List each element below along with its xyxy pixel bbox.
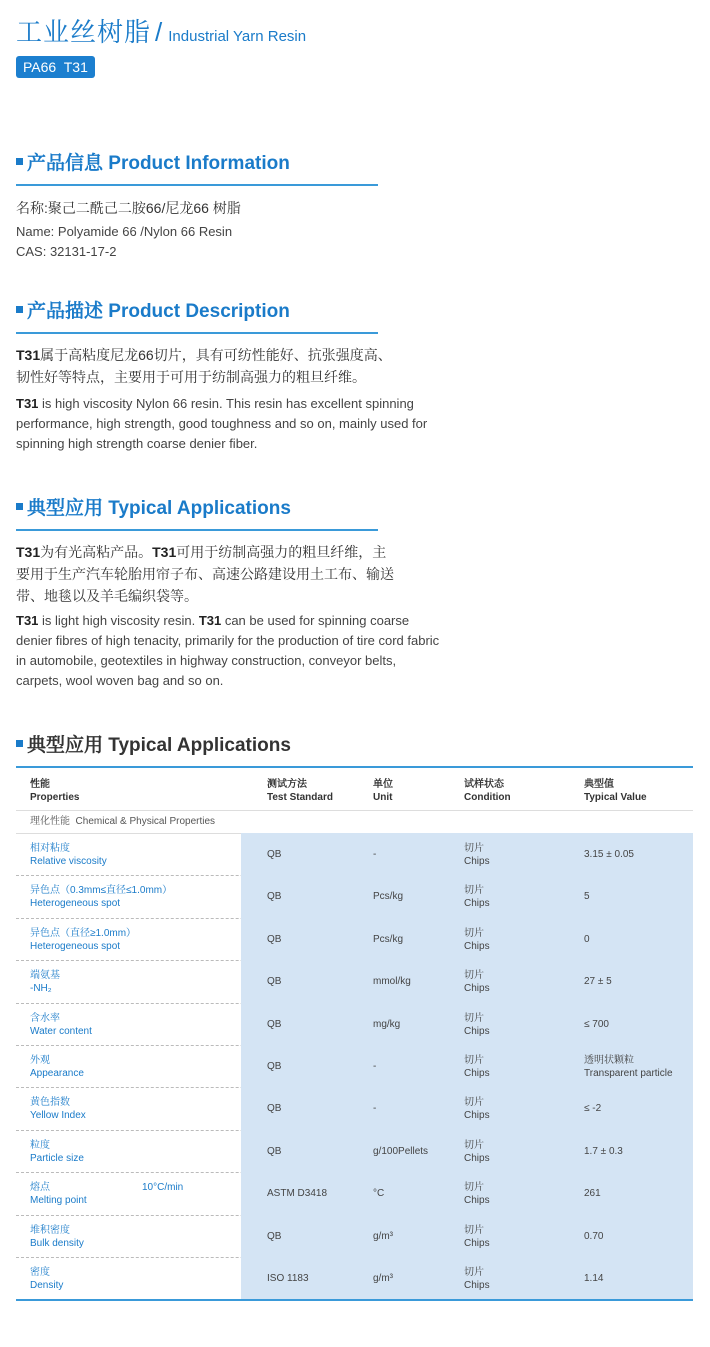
property-cell bbox=[30, 1139, 84, 1165]
applications-en-text: can be used for spinning coarse denier fibres of high tenacity, primarily for the production of tire cord fabric in automobile, geotextiles in highway construction, conveyor belts, carpets, wool woven bag and so on. bbox=[16, 613, 440, 688]
typical-value: 0.70 bbox=[584, 1230, 604, 1242]
column-header-typical-value bbox=[584, 778, 647, 804]
applications-cn-text: 可用于纺制高强力的粗旦纤维，主要用于生产汽车轮胎用帘子布、高速公路建设用土工布、输送带、地毯以及羊毛编织袋等。 bbox=[16, 544, 394, 604]
typical-value: 27 ± 5 bbox=[584, 976, 612, 988]
property-name-cn: 异色点（直径≥1.0mm） bbox=[30, 927, 137, 939]
section-heading-product-description bbox=[16, 296, 290, 323]
typical-value-cell bbox=[584, 1145, 623, 1158]
test-standard-cell: QB bbox=[267, 849, 282, 860]
test-standard-cell: QB bbox=[267, 1060, 282, 1072]
column-header-cn: 性能 bbox=[30, 779, 50, 790]
condition-cn: 切片 bbox=[464, 1139, 484, 1151]
unit-cell: Pcs/kg bbox=[373, 933, 404, 945]
property-name-cn: 相对粘度 bbox=[30, 843, 70, 854]
condition-cell bbox=[464, 969, 490, 995]
typical-value: 5 bbox=[584, 891, 590, 903]
table-row bbox=[16, 1004, 693, 1046]
table-row bbox=[16, 1131, 693, 1173]
property-name-cn: 密度 bbox=[30, 1266, 50, 1278]
column-header-en: Condition bbox=[464, 792, 511, 803]
description-cn bbox=[16, 344, 396, 388]
product-cas: CAS: 32131-17-2 bbox=[16, 244, 117, 259]
unit-cell: °C bbox=[373, 1188, 385, 1200]
section-heading-text: 产品描述 Product Description bbox=[27, 301, 290, 322]
typical-value: ≤ -2 bbox=[584, 1103, 602, 1115]
typical-value-cell bbox=[584, 848, 634, 861]
grade-bold: T31 bbox=[16, 613, 39, 628]
table-header bbox=[16, 768, 693, 811]
grade-bold: T31 bbox=[198, 613, 222, 628]
column-header-cn: 单位 bbox=[373, 779, 393, 790]
property-name-en: Relative viscosity bbox=[30, 856, 107, 867]
condition-cell bbox=[464, 1181, 490, 1207]
property-cell bbox=[30, 1266, 63, 1292]
condition-en: Chips bbox=[464, 1067, 490, 1079]
description-en bbox=[16, 394, 431, 454]
grade-bold: T31 bbox=[16, 544, 41, 560]
test-standard-cell: QB bbox=[267, 976, 282, 988]
condition-en: Chips bbox=[464, 1152, 490, 1164]
title-cn: 工业丝树脂 bbox=[16, 17, 152, 47]
test-standard-cell: ISO 1183 bbox=[267, 1272, 309, 1284]
property-name-cn: 端氨基 bbox=[30, 970, 60, 982]
column-header-en: Properties bbox=[30, 792, 80, 803]
condition-en: Chips bbox=[464, 1110, 490, 1122]
unit-cell: g/100Pellets bbox=[373, 1145, 429, 1157]
column-header-properties bbox=[30, 778, 79, 804]
typical-value: 3.15 ± 0.05 bbox=[584, 849, 634, 860]
property-cell bbox=[30, 884, 172, 910]
column-header-condition bbox=[464, 778, 511, 804]
typical-value-cell bbox=[584, 1272, 603, 1285]
condition-cn: 切片 bbox=[464, 1054, 484, 1066]
applications-en-text: is light high viscosity resin. bbox=[38, 613, 199, 628]
section-heading-text: 典型应用 Typical Applications bbox=[27, 735, 291, 756]
unit-cell: mmol/kg bbox=[373, 976, 411, 988]
square-bullet-icon bbox=[16, 503, 23, 510]
table-row bbox=[16, 919, 693, 961]
condition-en: Chips bbox=[464, 1237, 490, 1249]
test-standard-cell: QB bbox=[267, 933, 282, 945]
typical-value-cell bbox=[584, 1018, 609, 1031]
column-header-en: Unit bbox=[373, 792, 393, 803]
typical-value-cell bbox=[584, 890, 590, 903]
square-bullet-icon bbox=[16, 306, 23, 313]
typical-value-cell bbox=[584, 1230, 603, 1243]
product-grade-badge: PA66 T31 bbox=[16, 56, 95, 78]
property-name-cn: 粒度 bbox=[30, 1139, 50, 1151]
typical-value-en: Transparent particle bbox=[584, 1067, 673, 1079]
condition-cell bbox=[464, 1096, 490, 1122]
table-body bbox=[16, 834, 693, 1300]
property-name-en: Appearance bbox=[30, 1067, 84, 1079]
property-name-en: Melting point bbox=[30, 1195, 87, 1207]
unit-cell: mg/kg bbox=[373, 1018, 401, 1030]
property-name-en: Particle size bbox=[30, 1152, 84, 1164]
product-name-cn: 名称:聚己二酰己二胺66/尼龙66 树脂 bbox=[16, 200, 241, 216]
unit-cell: - bbox=[373, 1060, 377, 1072]
applications-cn-text: 为有光高粘产品。 bbox=[40, 544, 153, 560]
table-row bbox=[16, 1088, 693, 1130]
section-heading-text: 典型应用 Typical Applications bbox=[27, 498, 291, 519]
condition-cell bbox=[464, 1012, 490, 1038]
typical-value-cell bbox=[584, 1054, 673, 1080]
table-row bbox=[16, 1173, 693, 1215]
typical-value: 0 bbox=[584, 933, 590, 945]
property-name-en: Heterogeneous spot bbox=[30, 898, 121, 910]
property-note: 10°C/min bbox=[142, 1182, 184, 1194]
square-bullet-icon bbox=[16, 158, 23, 165]
condition-en: Chips bbox=[464, 1025, 490, 1037]
condition-cn: 切片 bbox=[464, 1097, 484, 1109]
column-header-cn: 典型值 bbox=[584, 779, 614, 790]
property-cell bbox=[30, 1012, 92, 1038]
table-row bbox=[16, 834, 693, 876]
column-header-en: Typical Value bbox=[584, 792, 647, 803]
condition-cell bbox=[464, 1266, 490, 1292]
column-header-cn: 试样状态 bbox=[464, 779, 504, 790]
typical-value: 261 bbox=[584, 1188, 601, 1200]
condition-en: Chips bbox=[464, 856, 490, 867]
condition-cn: 切片 bbox=[464, 1224, 484, 1236]
table-group-header: 理化性能 Chemical & Physical Properties bbox=[16, 811, 693, 834]
condition-cell bbox=[464, 927, 490, 953]
typical-value: 1.14 bbox=[584, 1272, 604, 1284]
property-cell bbox=[30, 1224, 84, 1250]
typical-value: 透明状颗粒 bbox=[584, 1054, 634, 1066]
section-heading-product-info bbox=[16, 148, 290, 175]
property-name-cn: 黄色指数 bbox=[30, 1097, 70, 1109]
table-bottom-border bbox=[16, 1299, 693, 1301]
section-divider bbox=[16, 184, 378, 186]
section-divider bbox=[16, 529, 378, 531]
typical-value-cell bbox=[584, 1102, 601, 1115]
typical-value: 1.7 ± 0.3 bbox=[584, 1145, 623, 1157]
condition-en: Chips bbox=[464, 1279, 490, 1291]
typical-value-cell bbox=[584, 1187, 601, 1200]
unit-cell: - bbox=[373, 1103, 377, 1115]
property-cell bbox=[30, 1054, 84, 1080]
test-standard-cell: QB bbox=[267, 1103, 282, 1115]
section-heading-properties-table bbox=[16, 730, 291, 757]
typical-value-cell bbox=[584, 933, 590, 946]
description-cn-text: 属于高粘度尼龙66切片，具有可纺性能好、抗张强度高、韧性好等特点，主要用于可用于纺制高强力的粗旦纤维。 bbox=[16, 347, 392, 385]
property-name-cn: 异色点（0.3mm≤直径≤1.0mm） bbox=[30, 885, 173, 897]
condition-cn: 切片 bbox=[464, 927, 484, 939]
column-header-en: Test Standard bbox=[267, 792, 333, 803]
property-cell bbox=[30, 969, 60, 995]
property-name-cn: 含水率 bbox=[30, 1012, 60, 1024]
test-standard-cell: QB bbox=[267, 1230, 282, 1242]
property-name-en: -NH₂ bbox=[30, 983, 52, 995]
product-name-en: Name: Polyamide 66 /Nylon 66 Resin bbox=[16, 224, 233, 239]
test-standard-cell: QB bbox=[267, 1145, 282, 1157]
property-cell bbox=[30, 842, 107, 868]
condition-en: Chips bbox=[464, 898, 490, 910]
test-standard-cell: QB bbox=[267, 891, 282, 903]
table-row bbox=[16, 1216, 693, 1258]
property-cell bbox=[30, 1181, 87, 1207]
condition-cn: 切片 bbox=[464, 1182, 484, 1194]
unit-cell: Pcs/kg bbox=[373, 891, 404, 903]
test-standard-cell: QB bbox=[267, 1018, 282, 1030]
table-row bbox=[16, 1258, 693, 1300]
property-name-cn: 熔点 bbox=[30, 1182, 50, 1194]
table-row bbox=[16, 961, 693, 1003]
typical-value: ≤ 700 bbox=[584, 1018, 609, 1030]
property-cell bbox=[30, 927, 136, 953]
property-name-en: Density bbox=[30, 1279, 64, 1291]
typical-value-cell bbox=[584, 975, 612, 988]
section-heading-text: 产品信息 Product Information bbox=[27, 153, 290, 174]
table-row bbox=[16, 1046, 693, 1088]
properties-table bbox=[16, 766, 693, 1302]
condition-cell bbox=[464, 1139, 490, 1165]
square-bullet-icon bbox=[16, 740, 23, 747]
applications-en bbox=[16, 611, 441, 691]
title-en: Industrial Yarn Resin bbox=[168, 28, 307, 45]
column-header-unit bbox=[373, 778, 393, 804]
column-header-test-standard bbox=[267, 778, 333, 804]
property-name-en: Yellow Index bbox=[30, 1110, 86, 1122]
description-en-text: is high viscosity Nylon 66 resin. This resin has excellent spinning performance, high strength, good toughness and so on, mainly used for spinning high strength coarse denier fiber. bbox=[16, 396, 428, 451]
unit-cell: g/m³ bbox=[373, 1230, 393, 1242]
test-standard-cell: ASTM D3418 bbox=[267, 1188, 328, 1200]
condition-cn: 切片 bbox=[464, 970, 484, 982]
property-cell bbox=[30, 1096, 86, 1122]
unit-cell: g/m³ bbox=[373, 1272, 393, 1284]
property-name-en: Heterogeneous spot bbox=[30, 940, 121, 952]
property-name-en: Bulk density bbox=[30, 1237, 84, 1249]
condition-cell bbox=[464, 1224, 490, 1250]
section-divider bbox=[16, 332, 378, 334]
condition-cn: 切片 bbox=[464, 885, 484, 897]
condition-cell bbox=[464, 842, 490, 868]
column-header-cn: 测试方法 bbox=[267, 779, 307, 790]
page-title bbox=[16, 12, 306, 49]
condition-en: Chips bbox=[464, 983, 490, 995]
condition-cell bbox=[464, 884, 490, 910]
condition-cn: 切片 bbox=[464, 843, 484, 854]
applications-cn bbox=[16, 541, 396, 607]
grade-bold: T31 bbox=[16, 347, 41, 363]
condition-en: Chips bbox=[464, 940, 490, 952]
property-name-en: Water content bbox=[30, 1025, 92, 1037]
condition-cn: 切片 bbox=[464, 1266, 484, 1278]
table-row bbox=[16, 876, 693, 918]
condition-cn: 切片 bbox=[464, 1012, 484, 1024]
condition-cell bbox=[464, 1054, 490, 1080]
property-name-cn: 堆积密度 bbox=[30, 1224, 70, 1236]
unit-cell: - bbox=[373, 849, 377, 860]
title-separator: / bbox=[155, 17, 163, 47]
property-name-cn: 外观 bbox=[30, 1054, 50, 1066]
section-heading-typical-applications bbox=[16, 493, 291, 520]
condition-en: Chips bbox=[464, 1195, 490, 1207]
grade-bold: T31 bbox=[152, 544, 177, 560]
grade-bold: T31 bbox=[16, 396, 39, 411]
